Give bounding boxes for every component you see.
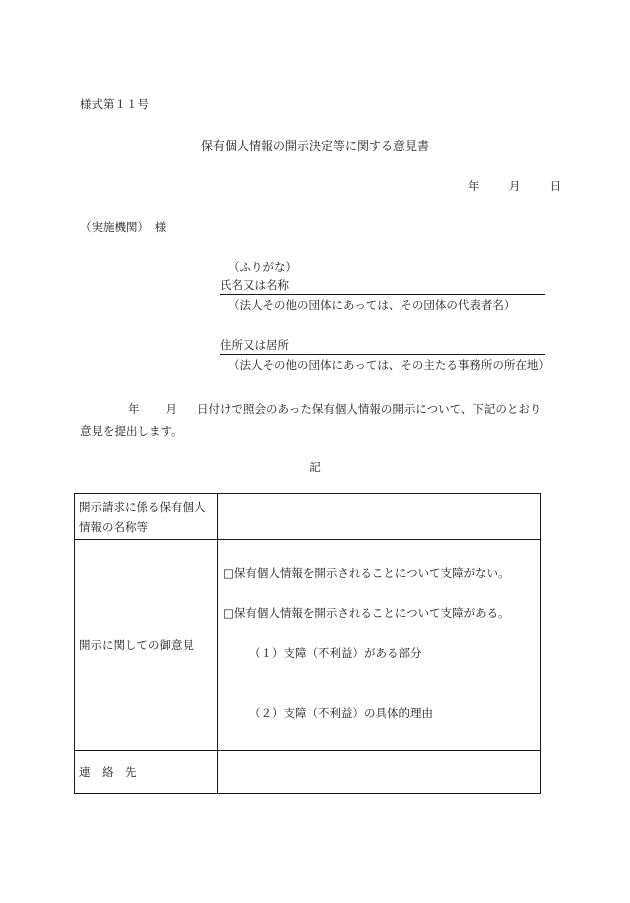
- document-title: 保有個人情報の開示決定等に関する意見書: [200, 139, 429, 153]
- issue-reason-label: （２）支障（不利益）の具体的理由: [249, 706, 433, 720]
- issue-part-label: （１）支障（不利益）がある部分: [249, 646, 422, 660]
- body-month: 月: [165, 402, 177, 416]
- ki-heading: 記: [309, 460, 321, 474]
- date-day: 日: [549, 179, 562, 193]
- contact-cell[interactable]: [218, 751, 541, 794]
- body-year: 年: [128, 402, 140, 416]
- opinion-label: 開示に関しての御意見: [75, 540, 218, 751]
- date-year: 年: [468, 179, 480, 193]
- date-line: [468, 178, 561, 194]
- option-no-issue[interactable]: □保有個人情報を開示されることについて支障がない。: [223, 566, 510, 580]
- body-paragraph: [80, 398, 550, 442]
- opinion-cell[interactable]: [218, 540, 541, 751]
- address-note: （法人その他の団体にあっては、その主たる事務所の所在地）: [228, 358, 550, 372]
- name-label: 氏名又は名称: [220, 278, 289, 292]
- opinion-table: [74, 493, 541, 794]
- table-row: [75, 751, 541, 794]
- contact-label: 連 絡 先: [75, 751, 218, 794]
- option-has-issue[interactable]: □保有個人情報を開示されることについて支障がある。: [223, 606, 510, 620]
- date-month: 月: [508, 179, 521, 193]
- info-name-cell[interactable]: [218, 494, 541, 540]
- table-row: [75, 540, 541, 751]
- name-field[interactable]: [220, 277, 545, 295]
- name-note: （法人その他の団体にあっては、その団体の代表者名）: [228, 298, 516, 312]
- address-field[interactable]: [220, 337, 545, 355]
- info-name-label: 開示請求に係る保有個人情報の名称等: [75, 494, 218, 540]
- furigana-label: （ふりがな）: [228, 260, 297, 274]
- body-text: 日付けで照会のあった保有個人情報の開示について、下記のとおり意見を提出します。: [80, 402, 542, 438]
- form-number: 様式第１１号: [80, 97, 149, 111]
- table-row: [75, 494, 541, 540]
- address-label: 住所又は居所: [220, 338, 289, 352]
- addressee: （実施機関） 様: [80, 220, 167, 234]
